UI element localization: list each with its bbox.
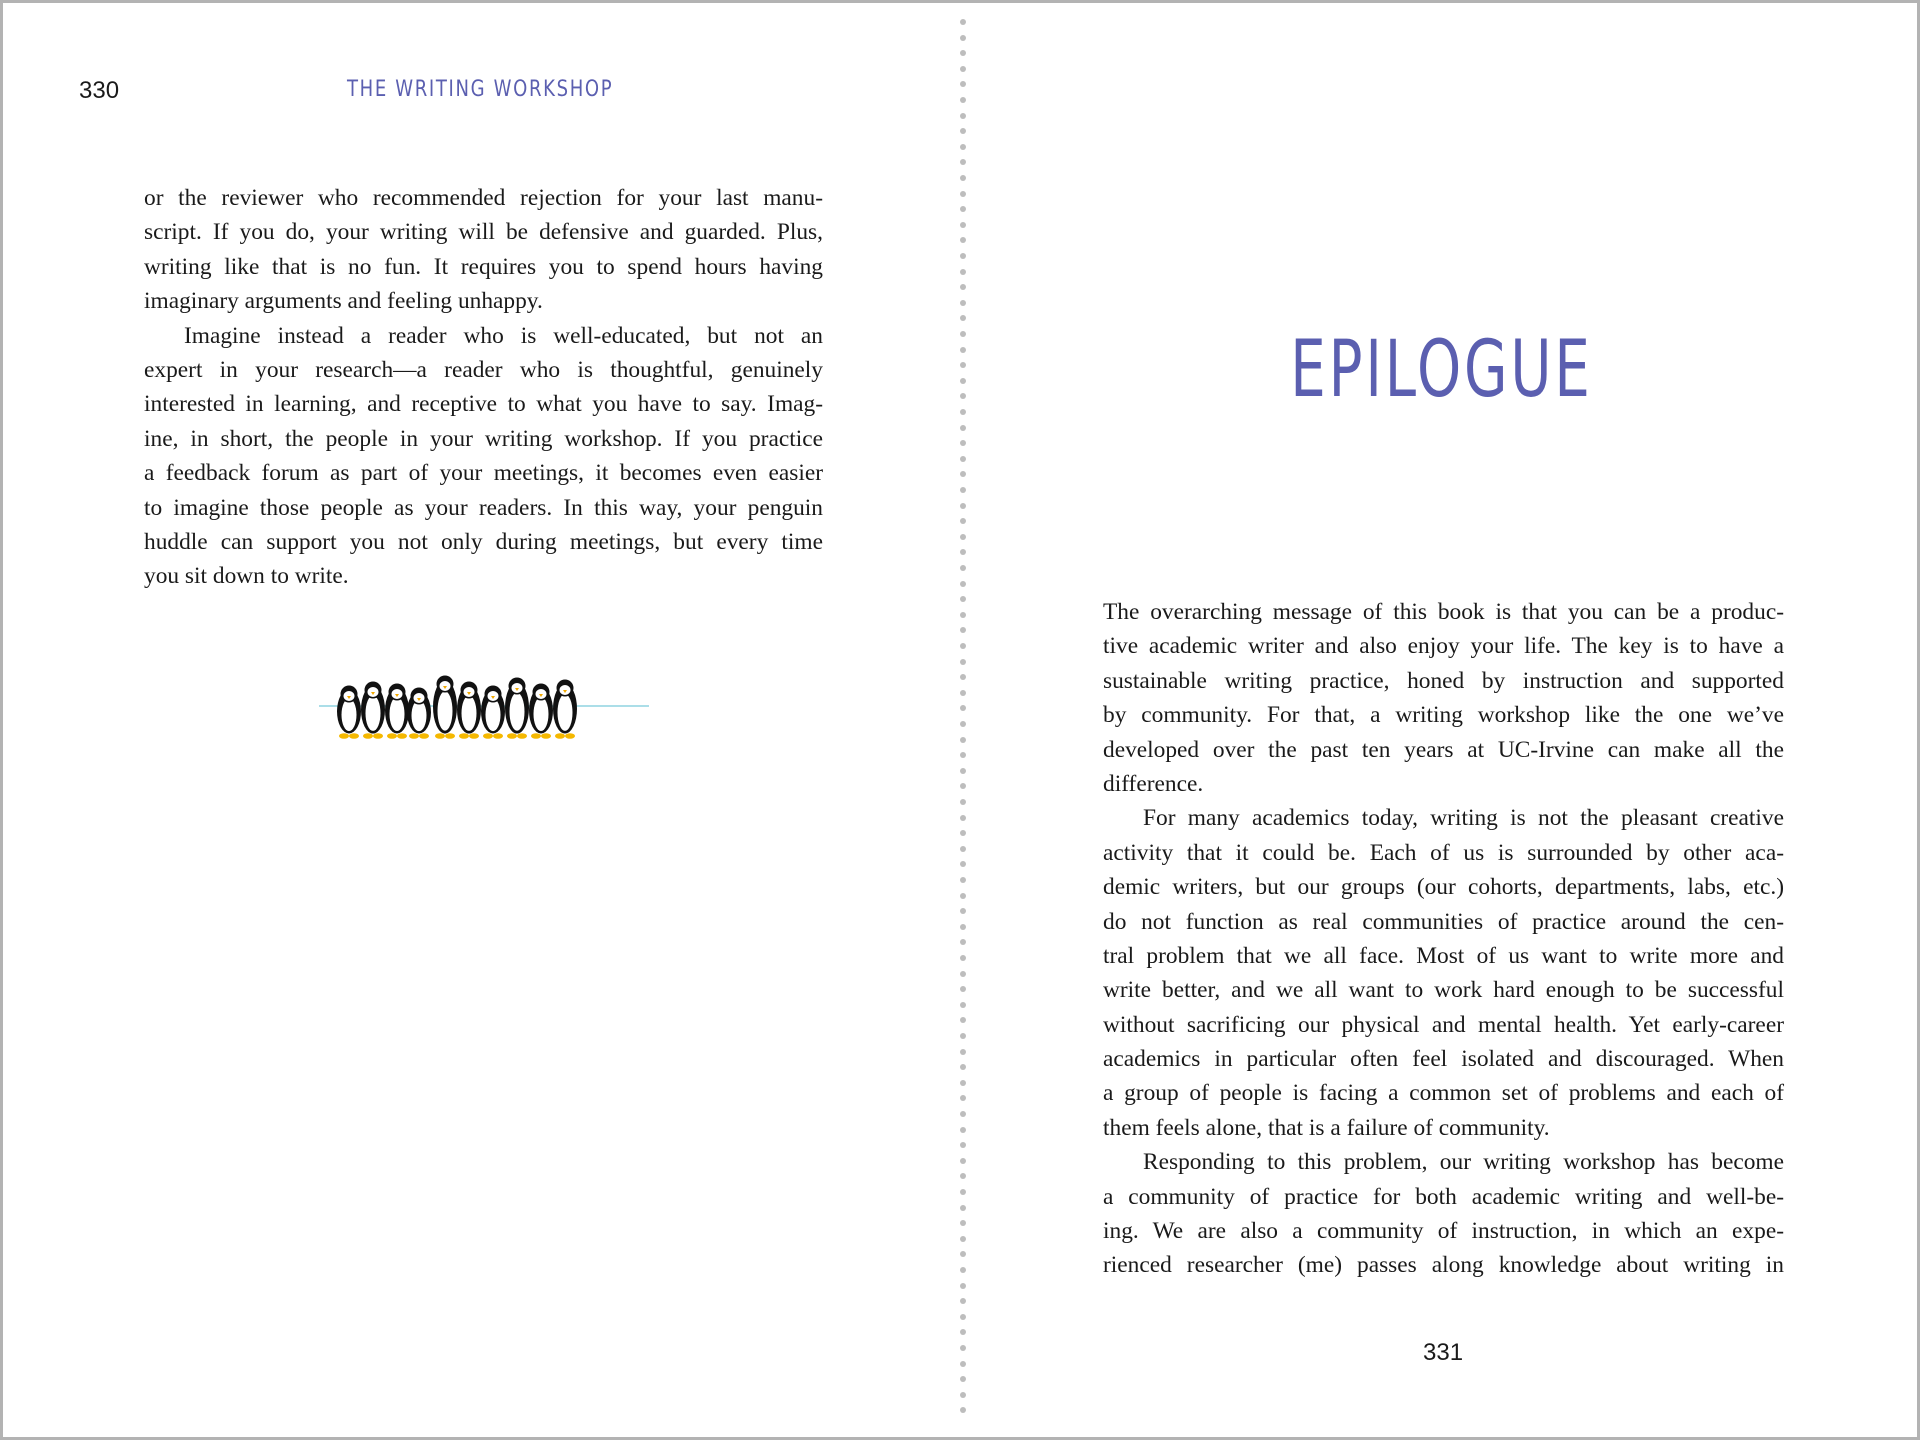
penguin-icon [529, 684, 553, 739]
penguin-icon [361, 682, 385, 739]
paragraph [1103, 595, 1784, 801]
text-line: by community. For that, a writing workshop like the one we’ve [1103, 702, 1784, 729]
page-number: 331 [1423, 1339, 1464, 1366]
penguin-icon [337, 686, 361, 739]
text-line: expert in your research—a reader who is thoughtful, genuinely [144, 356, 823, 383]
text-line: imaginary arguments and feeling unhappy. [144, 288, 543, 315]
right-body-text [1103, 595, 1784, 1283]
paragraph [1103, 801, 1784, 1145]
text-line: tral problem that we all face. Most of us want to write more and [1103, 942, 1784, 969]
text-line: Imagine instead a reader who is well-educated, but not an [184, 322, 823, 349]
text-line: activity that it could be. Each of us is surrounded by other aca- [1103, 839, 1784, 866]
paragraph [144, 319, 823, 594]
running-head: THE WRITING WORKSHOP [347, 77, 614, 102]
text-line: sustainable writing practice, honed by instruction and supported [1103, 667, 1784, 694]
penguin-icon [481, 686, 505, 739]
text-line: a group of people is facing a common set of problems and each of [1103, 1080, 1784, 1107]
text-line: write better, and we all want to work hard enough to be successful [1103, 977, 1784, 1004]
text-line: huddle can support you not only during meetings, but every time [144, 528, 823, 555]
text-line: to imagine those people as your readers. In this way, your penguin [144, 494, 823, 521]
text-line: them feels alone, that is a failure of community. [1103, 1114, 1550, 1141]
text-line: academics in particular often feel isolated and discouraged. When [1103, 1046, 1784, 1073]
chapter-title: EPILOGUE [1290, 325, 1593, 415]
penguin-icon [457, 682, 481, 739]
penguin-icon [407, 688, 431, 739]
text-line: script. If you do, your writing will be defensive and guarded. Plus, [144, 219, 823, 246]
text-line: you sit down to write. [144, 563, 349, 590]
text-line: demic writers, but our groups (our cohorts, departments, labs, etc.) [1103, 874, 1784, 901]
text-line: do not function as real communities of practice around the cen- [1103, 908, 1784, 935]
text-line: ine, in short, the people in your writing workshop. If you practice [144, 425, 823, 452]
text-line: without sacrificing our physical and mental health. Yet early-career [1103, 1011, 1784, 1038]
text-line: or the reviewer who recommended rejection for your last manu- [144, 185, 823, 211]
left-body-text [144, 181, 823, 594]
text-line: The overarching message of this book is that you can be a produc- [1103, 599, 1784, 625]
text-line: a community of practice for both academic writing and well-be- [1103, 1183, 1784, 1210]
text-line: developed over the past ten years at UC-Irvine can make all the [1103, 736, 1784, 763]
text-line: For many academics today, writing is not the pleasant creative [1143, 805, 1784, 832]
page-number: 330 [79, 77, 120, 104]
text-line: a feedback forum as part of your meetings, it becomes even easier [144, 460, 823, 487]
right-page [966, 3, 1917, 1437]
penguin-icon [505, 678, 529, 739]
penguin-icon [385, 684, 409, 739]
text-line: Responding to this problem, our writing workshop has become [1143, 1149, 1784, 1176]
penguin-icon [553, 680, 577, 739]
text-line: writing like that is no fun. It requires you to spend hours having [144, 253, 823, 280]
text-line: rienced researcher (me) passes along knowledge about writing in [1103, 1252, 1784, 1279]
penguin-icon [433, 676, 457, 739]
paragraph [1103, 1145, 1784, 1283]
text-line: difference. [1103, 770, 1204, 797]
paragraph [144, 181, 823, 319]
text-line: interested in learning, and receptive to what you have to say. Imag- [144, 391, 823, 418]
text-line: ing. We are also a community of instruction, in which an expe- [1103, 1218, 1784, 1245]
penguin-huddle-illustration [319, 663, 649, 743]
text-line: tive academic writer and also enjoy your life. The key is to have a [1103, 633, 1784, 660]
left-page [3, 3, 960, 1437]
